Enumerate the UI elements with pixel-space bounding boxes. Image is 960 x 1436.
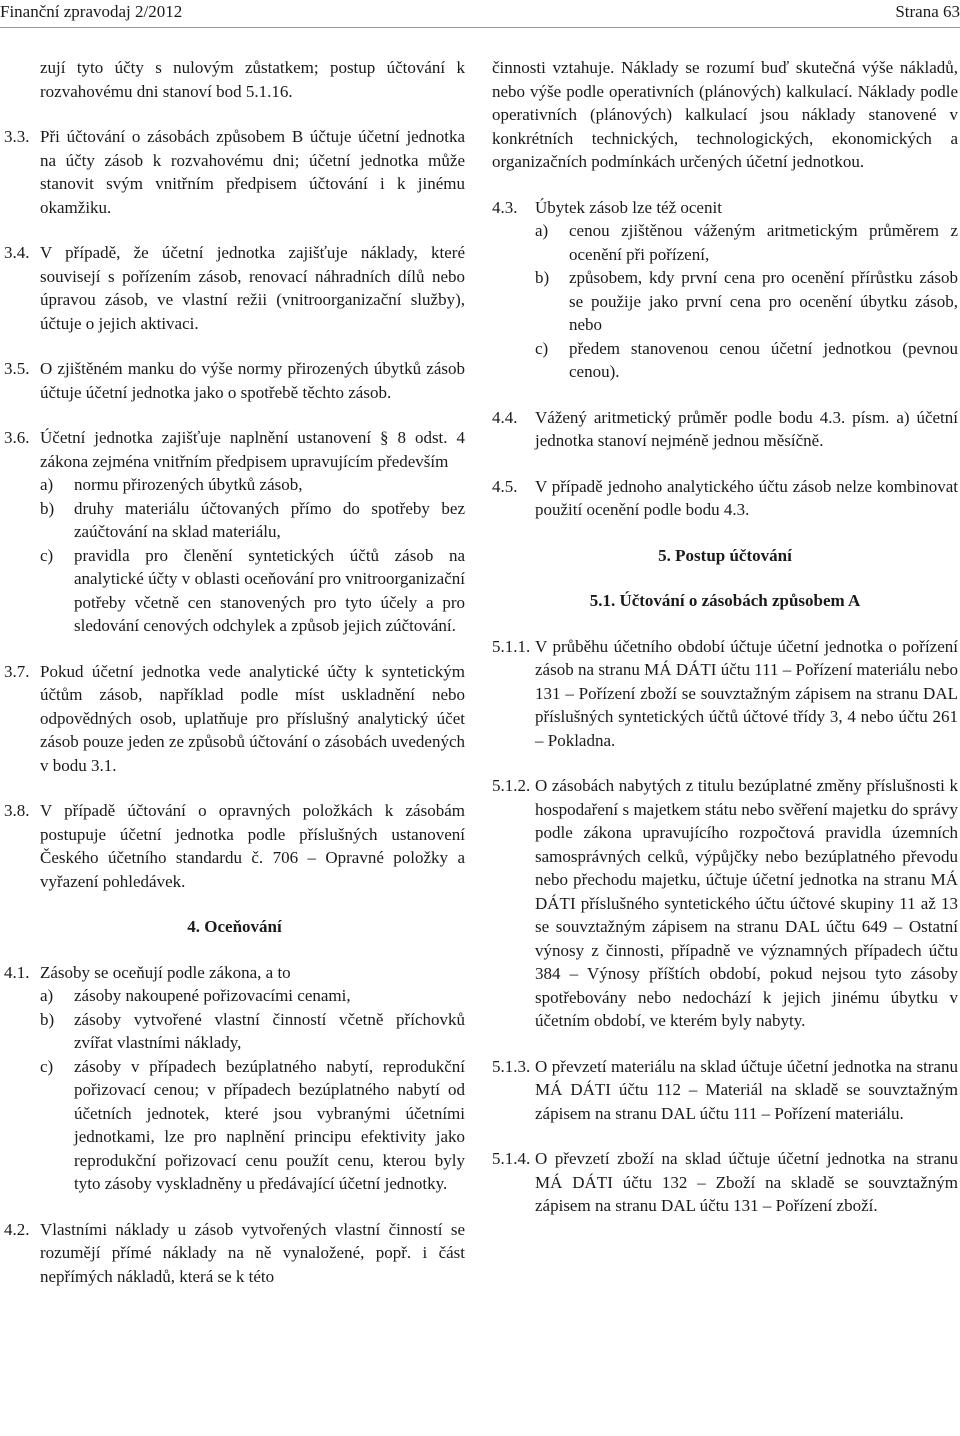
item-number: 3.4.	[4, 243, 30, 262]
item-text: Pokud účetní jednotka vede analytické účty k syntetickým účtům zásob, například podle míst uskladnění nebo odpovědných osob, uplatňuje pro příslušný analytický účet zásob pouze jeden ze způsobů účtování o zásobách uvedených v bodu 3.1.	[40, 661, 465, 775]
continuation-paragraph: činnosti vztahuje. Náklady se rozumí buď skutečná výše nákladů, nebo výše podle operativních (plánových) kalkulací. Náklady podle operativních (plánových) kalkulací jsou náklady stanovené v konkrétních technických, technologických, ekonomických a organizačních podmínkách určených účetní jednotkou.	[492, 58, 958, 171]
item-number: 4.3.	[492, 197, 518, 217]
item-text: V případě jednoho analytického účtu zásob nelze kombinovat použití ocenění podle bodu 4.3.	[535, 476, 958, 519]
item-number: 4.5.	[492, 476, 518, 496]
item-3-6	[4, 426, 465, 638]
item-5-1-2	[492, 774, 958, 1033]
item-number: 3.8.	[4, 801, 30, 820]
list-text: předem stanovenou cenou účetní jednotkou (pevnou cenou).	[569, 338, 958, 381]
section-heading-4: 4. Oceňování	[187, 917, 282, 936]
item-number: 3.7.	[4, 661, 30, 681]
list-item	[40, 1055, 465, 1196]
item-number: 3.6.	[4, 428, 30, 447]
item-3-4	[4, 241, 465, 335]
section-heading-5: 5. Postup účtování	[658, 545, 792, 565]
item-text: Účetní jednotka zajišťuje naplnění ustanovení § 8 odst. 4 zákona zejména vnitřním předpisem upravujícím především	[40, 428, 465, 471]
item-text: Vážený aritmetický průměr podle bodu 4.3. písm. a) účetní jednotka stanoví nejméně jednou měsíčně.	[535, 407, 958, 450]
item-number: 5.1.1.	[492, 636, 531, 656]
item-number: 5.1.2.	[492, 776, 531, 795]
list-item	[40, 984, 465, 1008]
list-item	[40, 497, 465, 544]
item-number: 4.1.	[4, 962, 30, 982]
left-column	[4, 56, 465, 1310]
item-text: O zjištěném manku do výše normy přirozených úbytků zásob účtuje účetní jednotka jako o spotřebě těchto zásob.	[40, 359, 465, 402]
item-text: Vlastními náklady u zásob vytvořených vlastní činností se rozumějí přímé náklady na ně vynaložené, popř. i část nepřímých nákladů, která se k této	[40, 1219, 465, 1286]
item-4-2	[4, 1218, 465, 1289]
item-5-1-4	[492, 1147, 958, 1218]
list-item	[40, 1008, 465, 1055]
item-text: Při účtování o zásobách způsobem B účtuje účetní jednotka na účty zásob k rozvahovému dni; účetní jednotka může stanovit svým vnitřním předpisem účtování i k jinému okamžiku.	[40, 127, 465, 217]
item-5-1-3	[492, 1055, 958, 1126]
right-column	[492, 56, 958, 1240]
journal-title: Finanční zpravodaj 2/2012	[0, 2, 183, 21]
item-text: V případě, že účetní jednotka zajišťuje náklady, které souvisejí s pořízením zásob, renovací náhradních dílů nebo úpravou zásob, ve vlastní režii (vnitroorganizační služby), účtuje o jejich aktivaci.	[40, 243, 465, 333]
item-number: 4.4.	[492, 407, 518, 427]
item-text: Zásoby se oceňují podle zákona, a to	[40, 962, 291, 982]
list-item	[40, 544, 465, 638]
list-text: cenou zjištěnou váženým aritmetickým průměrem z ocenění při pořízení,	[569, 221, 958, 264]
list-text: zásoby nakoupené pořizovacími cenami,	[74, 986, 351, 1005]
list-letter: b)	[40, 498, 55, 518]
item-text: O převzetí zboží na sklad účtuje účetní jednotka na stranu MÁ DÁTI účtu 132 – Zboží na skladě se souvztažným zápisem na stranu DAL účtu 131 – Pořízení zboží.	[535, 1149, 958, 1215]
item-4-5	[492, 475, 958, 522]
list-letter: a)	[40, 475, 54, 494]
item-number: 5.1.3.	[492, 1056, 531, 1076]
item-3-7	[4, 660, 465, 778]
item-number: 3.5.	[4, 359, 30, 378]
item-text: Úbytek zásob lze též ocenit	[535, 197, 722, 217]
item-text: O převzetí materiálu na sklad účtuje účetní jednotka na stranu MÁ DÁTI účtu 112 – Materiál na skladě se souvztažným zápisem na stranu DAL účtu 111 – Pořízení materiálu.	[535, 1056, 958, 1123]
list-item	[535, 219, 958, 266]
item-number: 3.3.	[4, 127, 30, 146]
item-text: V průběhu účetního období účtuje účetní jednotka o pořízení zásob na stranu MÁ DÁTI účtu 111 – Pořízení materiálu nebo 131 – Pořízení zboží se souvztažným zápisem na stranu DAL příslušných syntetických účtů účtové třídy 3, 4 nebo účtu 261 – Pokladna.	[535, 636, 958, 750]
item-3-8	[4, 799, 465, 893]
list-item	[535, 337, 958, 384]
list-text: normu přirozených úbytků zásob,	[74, 475, 303, 494]
page-header	[0, 0, 960, 28]
list-letter: b)	[40, 1009, 55, 1029]
item-text: O zásobách nabytých z titulu bezúplatné změny příslušnosti k hospodaření s majetkem státu nebo svěření majetku do správy podle zákona upravujícího rozpočtová pravidla územních samosprávných celků, výpůjčky nebo bezúplatného převodu nebo přechodu majetku, účtuje účetní jednotka na stranu MÁ DÁTI příslušného syntetického účtu účtové skupiny 11 až 13 se souvztažným zápisem na stranu DAL účtu 649 – Ostatní výnosy z činnosti, případně ve významných případech účtu 384 – Výnosy příštích období, pokud nejsou tyto zásoby spotřebovány nebo nedochází k jejich jinému úbytku v účetním období, ve kterém byly nabyty.	[535, 776, 958, 1030]
list-letter: a)	[535, 221, 549, 240]
item-3-5	[4, 357, 465, 404]
item-4-3	[492, 196, 958, 384]
page-number: Strana 63	[895, 2, 960, 21]
list-text: pravidla pro členění syntetických účtů zásob na analytické účty v oblasti oceňování pro vnitroorganizační potřeby včetně cen stanovených pro tyto účely a pro sledování cenových odchylek a způsob jejich zúčtování.	[74, 545, 465, 635]
list-item	[535, 266, 958, 337]
item-number: 5.1.4.	[492, 1149, 531, 1168]
list-text: zásoby vytvořené vlastní činností včetně příchovků zvířat vlastními náklady,	[74, 1009, 465, 1052]
list-letter: c)	[40, 1056, 54, 1076]
subsection-heading-5-1: 5.1. Účtování o zásobách způsobem A	[589, 591, 861, 610]
item-number: 4.2.	[4, 1219, 30, 1239]
item-4-4	[492, 406, 958, 453]
list-letter: c)	[535, 338, 549, 358]
list-text: způsobem, kdy první cena pro ocenění přírůstku zásob se použije jako první cena pro ocenění úbytku zásob, nebo	[569, 268, 958, 334]
list-item	[40, 473, 465, 497]
list-text: zásoby v případech bezúplatného nabytí, reprodukční pořizovací cenou; v případech bezúplatného nabytí od účetních jednotek, které jsou vybranými účetními jednotkami, lze pro naplnění principu efektivity jako reprodukční pořizovací cenu použít cenu, kterou byly tyto zásoby vyskladněny u předávající účetní jednotky.	[74, 1056, 465, 1193]
item-text: V případě účtování o opravných položkách k zásobám postupuje účetní jednotka podle příslušných ustanovení Českého účetního standardu č. 706 – Opravné položky a vyřazení pohledávek.	[40, 801, 465, 891]
list-text: druhy materiálu účtovaných přímo do spotřeby bez zaúčtování na sklad materiálu,	[74, 498, 465, 541]
item-5-1-1	[492, 635, 958, 753]
item-4-1	[4, 961, 465, 1196]
intro-continuation: zují tyto účty s nulovým zůstatkem; postup účtování k rozvahovému dni stanoví bod 5.1.16.	[40, 58, 465, 101]
item-3-3	[4, 125, 465, 219]
list-letter: a)	[40, 986, 54, 1005]
list-letter: b)	[535, 268, 550, 287]
list-letter: c)	[40, 545, 54, 565]
